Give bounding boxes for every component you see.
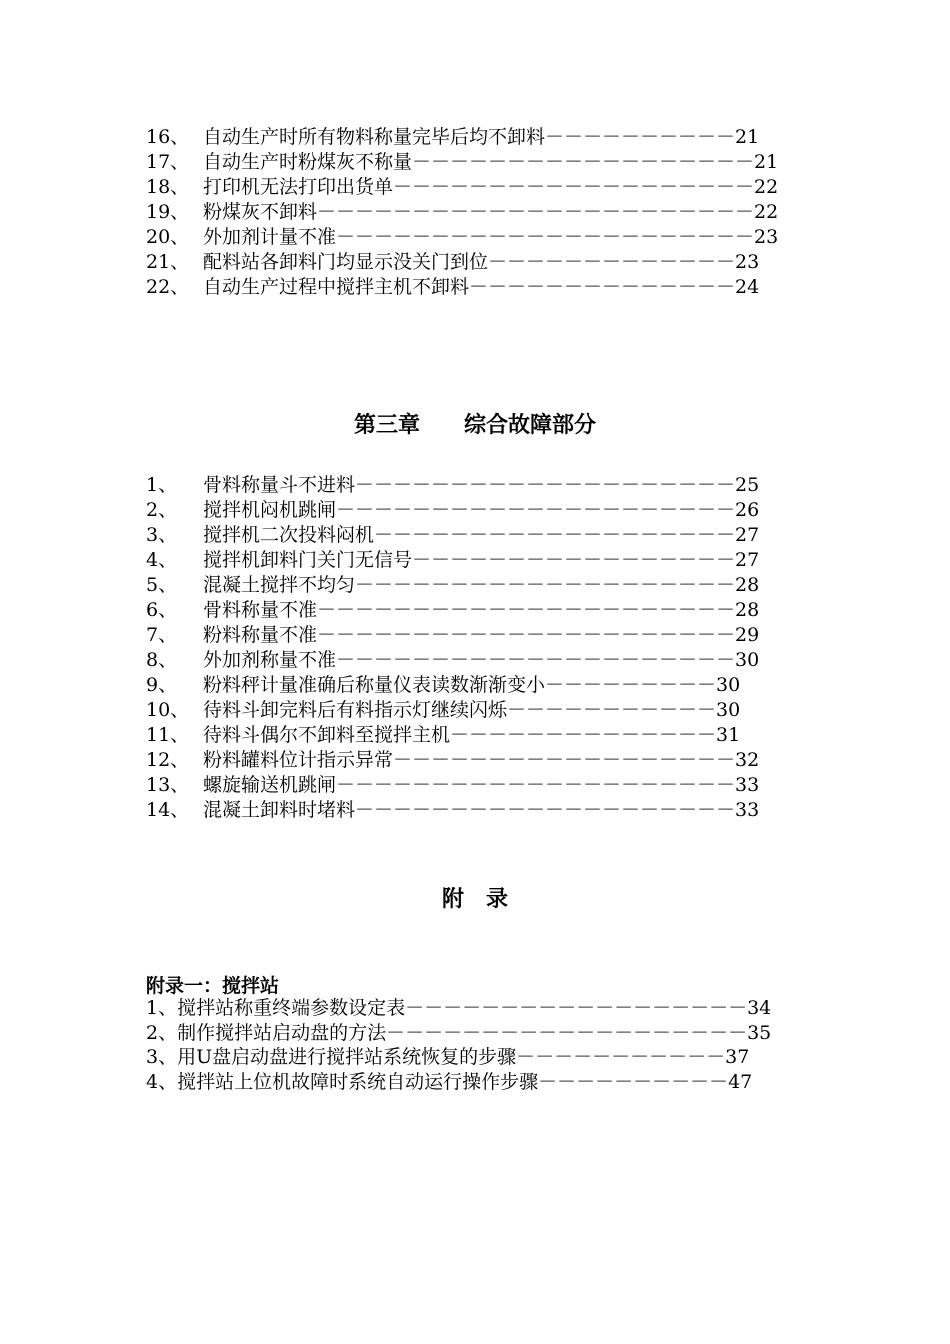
entry-title: 搅拌机二次投料闷机－－－－－－－－－－－－－－－－－－－27 bbox=[203, 524, 760, 546]
entry-number: 22、 bbox=[146, 276, 190, 298]
toc-entry[interactable]: 2、制作搅拌站启动盘的方法－－－－－－－－－－－－－－－－－－－35 bbox=[146, 1021, 772, 1044]
entry-title: 粉料罐料位计指示异常－－－－－－－－－－－－－－－－－－32 bbox=[203, 749, 760, 771]
entry-number: 1、 bbox=[146, 474, 178, 496]
entry-number: 21、 bbox=[146, 251, 190, 273]
entry-number: 10、 bbox=[146, 699, 190, 721]
appendix-subheading: 附录一：搅拌站 bbox=[146, 975, 280, 997]
entry-number: 3、 bbox=[146, 524, 178, 546]
entry-number: 8、 bbox=[146, 649, 178, 671]
entry-title: 粉煤灰不卸料－－－－－－－－－－－－－－－－－－－－－－－22 bbox=[203, 201, 779, 223]
entry-title: 混凝土卸料时堵料－－－－－－－－－－－－－－－－－－－－33 bbox=[203, 799, 760, 821]
entry-number: 2、 bbox=[146, 499, 178, 521]
toc-list-appendix bbox=[146, 996, 771, 1094]
entry-number: 12、 bbox=[146, 749, 190, 771]
entry-title: 外加剂称量不准－－－－－－－－－－－－－－－－－－－－－30 bbox=[203, 649, 760, 671]
toc-entry[interactable]: 1、搅拌站称重终端参数设定表－－－－－－－－－－－－－－－－－－34 bbox=[146, 997, 772, 1019]
toc-entry[interactable]: 3、用U盘启动盘进行搅拌站系统恢复的步骤－－－－－－－－－－－37 bbox=[146, 1046, 750, 1068]
entry-number: 7、 bbox=[146, 624, 178, 646]
toc-entry[interactable]: 4、搅拌站上位机故障时系统自动运行操作步骤－－－－－－－－－－47 bbox=[146, 1070, 753, 1093]
entry-number: 17、 bbox=[146, 151, 190, 173]
entry-number: 9、 bbox=[146, 674, 178, 696]
entry-title: 粉料称量不准－－－－－－－－－－－－－－－－－－－－－－29 bbox=[203, 624, 760, 646]
entry-title: 搅拌机闷机跳闸－－－－－－－－－－－－－－－－－－－－－26 bbox=[203, 499, 760, 521]
entry-title: 自动生产过程中搅拌主机不卸料－－－－－－－－－－－－－－24 bbox=[203, 276, 760, 298]
entry-number: 11、 bbox=[146, 724, 190, 746]
entry-number: 20、 bbox=[146, 226, 190, 248]
entry-title: 外加剂计量不准－－－－－－－－－－－－－－－－－－－－－－23 bbox=[203, 226, 779, 248]
entry-title: 混凝土搅拌不均匀－－－－－－－－－－－－－－－－－－－－28 bbox=[203, 574, 760, 596]
chapter-heading: 第三章 综合故障部分 bbox=[353, 413, 596, 438]
appendix-heading: 附 录 bbox=[441, 887, 508, 912]
entry-title: 自动生产时粉煤灰不称量－－－－－－－－－－－－－－－－－－21 bbox=[203, 151, 779, 173]
entry-title: 骨料称量不准－－－－－－－－－－－－－－－－－－－－－－28 bbox=[203, 599, 760, 621]
entry-title: 配料站各卸料门均显示没关门到位－－－－－－－－－－－－－23 bbox=[203, 251, 760, 273]
entry-title: 搅拌机卸料门关门无信号－－－－－－－－－－－－－－－－－27 bbox=[203, 549, 760, 571]
entry-number: 4、 bbox=[146, 549, 178, 571]
entry-number: 19、 bbox=[146, 201, 190, 223]
entry-number: 18、 bbox=[146, 176, 190, 198]
entry-number: 6、 bbox=[146, 599, 178, 621]
entry-title: 自动生产时所有物料称量完毕后均不卸料－－－－－－－－－－21 bbox=[203, 126, 760, 148]
entry-title: 打印机无法打印出货单－－－－－－－－－－－－－－－－－－－22 bbox=[203, 176, 779, 198]
entry-number: 13、 bbox=[146, 774, 190, 796]
entry-title: 待料斗偶尔不卸料至搅拌主机－－－－－－－－－－－－－－31 bbox=[203, 724, 741, 746]
entry-title: 粉料秤计量准确后称量仪表读数渐渐变小－－－－－－－－－30 bbox=[203, 674, 741, 696]
entry-number: 16、 bbox=[146, 126, 190, 148]
entry-number: 14、 bbox=[146, 799, 190, 821]
entry-number: 5、 bbox=[146, 574, 178, 596]
entry-title: 待料斗卸完料后有料指示灯继续闪烁－－－－－－－－－－－30 bbox=[203, 699, 741, 721]
entry-title: 螺旋输送机跳闸－－－－－－－－－－－－－－－－－－－－－33 bbox=[203, 774, 760, 796]
entry-title: 骨料称量斗不进料－－－－－－－－－－－－－－－－－－－－25 bbox=[203, 474, 760, 496]
